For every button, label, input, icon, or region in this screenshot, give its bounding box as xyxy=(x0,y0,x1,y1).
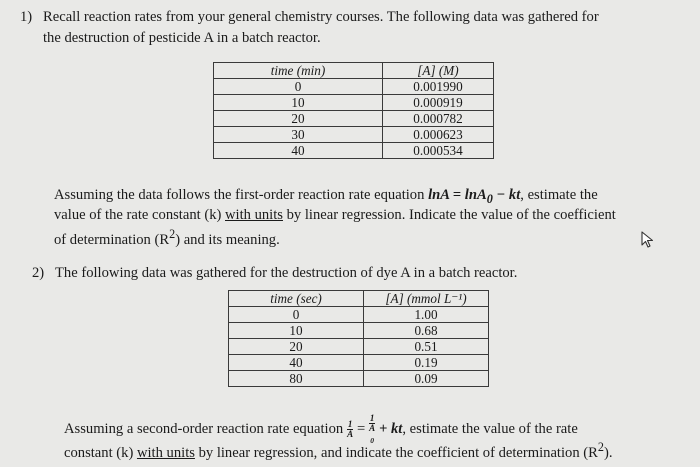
text-segment: of determination (R xyxy=(54,231,170,248)
text-segment: by linear regression, and indicate the coefficient of determination (R xyxy=(194,444,598,461)
text-segment: by linear regression. Indicate the value of the coefficient xyxy=(282,207,616,223)
table-cell: 40 xyxy=(229,355,364,371)
table-cell: 0.001990 xyxy=(383,79,494,95)
equation-part: + kt xyxy=(375,420,403,437)
table-row xyxy=(214,79,494,95)
first-order-equation xyxy=(428,187,521,206)
table-cell: 0 xyxy=(214,79,383,95)
question-2-number: 2) xyxy=(32,265,45,281)
table-cell: 0.000534 xyxy=(383,143,494,159)
table-row xyxy=(229,323,489,339)
denominator-base: A xyxy=(369,423,376,433)
text-segment: ) and its meaning. xyxy=(175,231,280,248)
table-header-row xyxy=(229,291,489,307)
table-row xyxy=(214,95,494,111)
equation-part: = xyxy=(353,420,369,437)
table-row xyxy=(214,127,494,143)
column-header-time: time (min) xyxy=(214,63,383,79)
denominator-subscript: 0 xyxy=(370,435,375,445)
table-row xyxy=(229,307,489,323)
fraction-numerator: 1 xyxy=(347,418,353,429)
dye-data-table xyxy=(228,290,489,387)
question-1-task-line3 xyxy=(54,227,280,249)
table-cell: 40 xyxy=(214,143,383,159)
table-cell: 0.51 xyxy=(364,339,489,355)
equation-subscript: 0 xyxy=(486,191,493,206)
question-2-intro: The following data was gathered for the destruction of dye A in a batch reactor. xyxy=(55,265,518,281)
question-1-intro-line2: the destruction of pesticide A in a batch reactor. xyxy=(43,30,321,46)
text-segment: Assuming the data follows the first-order reaction rate equation xyxy=(54,187,429,203)
text-segment: ). xyxy=(603,444,613,461)
column-header-concentration: [A] (mmol L⁻¹) xyxy=(364,291,489,307)
table-cell: 80 xyxy=(229,371,364,387)
text-segment: constant (k) xyxy=(64,444,137,461)
table-header-row xyxy=(214,63,494,79)
question-1-task-line2 xyxy=(54,207,616,224)
text-segment: value of the rate constant (k) xyxy=(54,207,225,223)
column-header-concentration: [A] (M) xyxy=(383,63,494,79)
question-1-intro-line1: Recall reaction rates from your general chemistry courses. The following data was gathered for xyxy=(43,9,599,25)
text-segment: , estimate the xyxy=(520,187,598,203)
table-cell: 1.00 xyxy=(364,307,489,323)
table-cell: 0.09 xyxy=(364,371,489,387)
table-cell: 0.000623 xyxy=(383,127,494,143)
table-cell: 10 xyxy=(229,323,364,339)
table-row xyxy=(229,339,489,355)
mouse-pointer-icon xyxy=(640,231,656,249)
question-1-task-line1 xyxy=(54,187,598,207)
fraction-denominator: A xyxy=(347,428,354,439)
underlined-text: with units xyxy=(225,207,283,223)
table-row xyxy=(229,371,489,387)
text-segment: , estimate the value of the rate xyxy=(402,420,578,437)
equation-part: lnA = lnA xyxy=(428,187,487,203)
table-cell: 0.68 xyxy=(364,323,489,339)
table-cell: 0.19 xyxy=(364,355,489,371)
text-segment: Assuming a second-order reaction rate equation xyxy=(64,420,347,437)
table-cell: 0 xyxy=(229,307,364,323)
question-2-task-line2 xyxy=(64,440,612,462)
column-header-time: time (sec) xyxy=(229,291,364,307)
superscript: 2 xyxy=(597,440,604,454)
table-row xyxy=(214,143,494,159)
fraction-numerator: 1 xyxy=(369,413,375,423)
equation-part: − kt xyxy=(492,187,521,203)
table-cell: 20 xyxy=(229,339,364,355)
superscript: 2 xyxy=(169,227,176,241)
table-cell: 10 xyxy=(214,95,383,111)
table-row xyxy=(214,111,494,127)
question-1-number: 1) xyxy=(20,9,33,25)
table-cell: 0.000919 xyxy=(383,95,494,111)
underlined-text: with units xyxy=(136,444,195,461)
table-cell: 20 xyxy=(214,111,383,127)
table-cell: 0.000782 xyxy=(383,111,494,127)
table-row xyxy=(229,355,489,371)
table-cell: 30 xyxy=(214,127,383,143)
pesticide-data-table xyxy=(213,62,494,159)
